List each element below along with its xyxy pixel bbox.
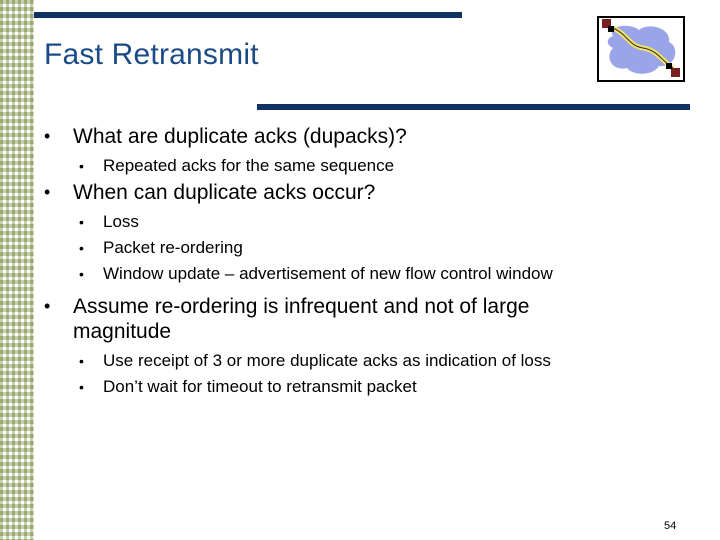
bullet-dot-icon: •	[79, 214, 84, 230]
bullet-dot-icon: •	[79, 266, 84, 282]
sub-bullet-text: Repeated acks for the same sequence	[103, 156, 395, 175]
bullet-item	[44, 294, 633, 344]
bullet-group	[44, 124, 684, 179]
sub-bullet-item	[44, 153, 684, 179]
sub-bullet-text: Don’t wait for timeout to retransmit packet	[103, 377, 417, 396]
bullet-text: Assume re-ordering is infrequent and not of large magnitude	[73, 295, 530, 343]
sub-bullet-item	[44, 261, 684, 287]
bullet-item	[44, 124, 684, 149]
bullet-item	[44, 180, 684, 205]
bullet-text: When can duplicate acks occur?	[73, 181, 376, 204]
bullet-dot-icon: •	[79, 353, 84, 369]
page-number: 54	[664, 520, 677, 532]
bullet-dot-icon: •	[44, 182, 51, 202]
bullet-dot-icon: •	[44, 126, 51, 146]
bullet-text: What are duplicate acks (dupacks)?	[73, 125, 407, 148]
sub-bullet-item	[44, 235, 684, 261]
sub-bullet-item	[44, 348, 684, 374]
sub-bullet-text: Loss	[103, 212, 139, 231]
bullet-group	[44, 180, 684, 287]
bullet-dot-icon: •	[79, 379, 84, 395]
bullet-dot-icon: •	[79, 158, 84, 174]
top-rule	[34, 12, 462, 18]
bullet-dot-icon: •	[44, 296, 51, 316]
sub-bullet-text: Packet re-ordering	[103, 238, 243, 257]
sub-bullet-item	[44, 209, 684, 235]
bullet-dot-icon: •	[79, 240, 84, 256]
title-rule	[257, 104, 690, 110]
network-path-icon	[597, 16, 685, 82]
slide-title: Fast Retransmit	[44, 38, 259, 71]
sub-bullet-item	[44, 374, 684, 400]
bullet-group	[44, 294, 684, 400]
sub-bullet-text: Window update – advertisement of new flow control window	[103, 264, 553, 283]
left-decorative-bar	[0, 0, 34, 540]
sub-bullet-text: Use receipt of 3 or more duplicate acks as indication of loss	[103, 351, 551, 370]
